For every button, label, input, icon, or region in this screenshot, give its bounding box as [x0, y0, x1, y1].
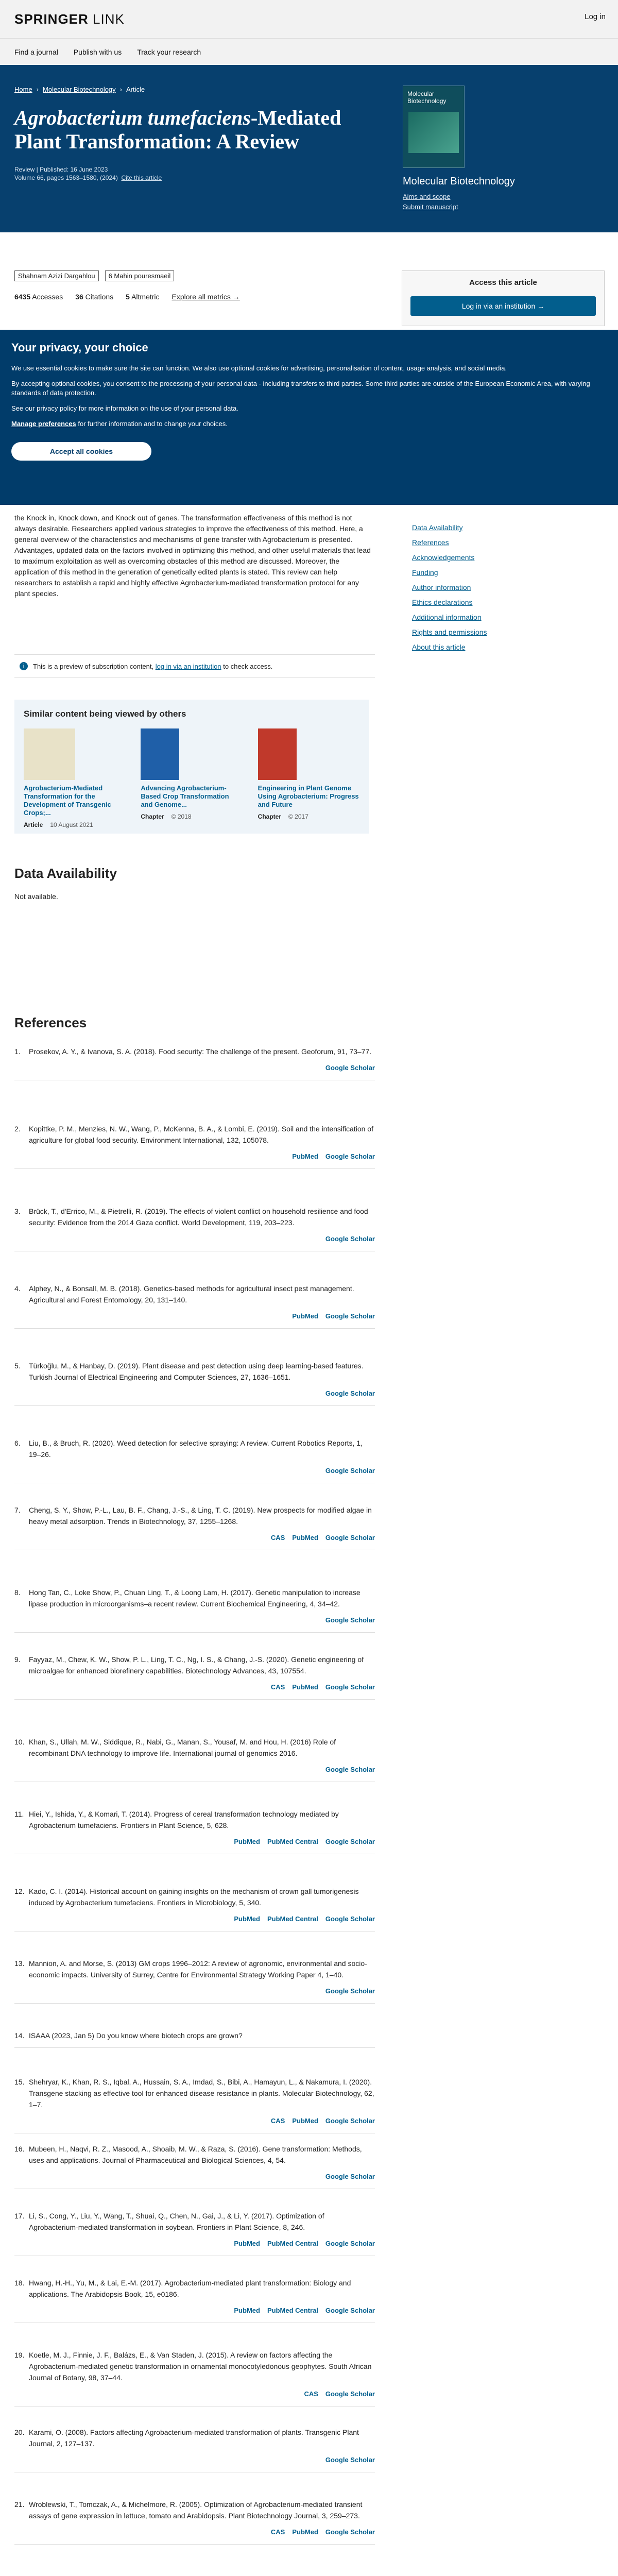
- reference-text: Khan, S., Ullah, M. W., Siddique, R., Nabi, G., Manan, S., Yousaf, M. and Hou, H. (2016) Role of recombinant DNA technology to improve life. International journal of genomics 2016.: [29, 1738, 336, 1757]
- reference-item: [14, 1587, 375, 1633]
- reference-link[interactable]: PubMed Central: [267, 1838, 318, 1845]
- reference-item: [14, 2349, 375, 2406]
- meta-line1: Review | Published: 16 June 2023: [14, 166, 108, 173]
- reference-link[interactable]: Google Scholar: [325, 2390, 375, 2398]
- reference-item: [14, 2427, 375, 2472]
- reference-item: [14, 2143, 375, 2189]
- card-thumbnail: [141, 728, 179, 780]
- reference-link[interactable]: Google Scholar: [325, 1467, 375, 1475]
- journal-links: [403, 192, 458, 212]
- metrics-bar: [14, 293, 240, 301]
- manage-preferences-link[interactable]: Manage preferences: [11, 420, 76, 428]
- reference-number: 17.: [14, 2212, 25, 2220]
- find-journal-link[interactable]: Find a journal: [14, 47, 58, 56]
- reference-text: Cheng, S. Y., Show, P.-L., Lau, B. F., Chang, J.-S., & Ling, T. C. (2019). New prospects for modified algae in heavy metal adsorption. Trends in Biotechnology, 37, 1255–1268.: [29, 1506, 372, 1526]
- data-availability-text: Not available.: [14, 892, 58, 901]
- reference-links: [14, 1986, 375, 1997]
- card-thumbnail: [258, 728, 297, 780]
- reference-links: [14, 1764, 375, 1775]
- reference-link[interactable]: Google Scholar: [325, 1987, 375, 1995]
- cover-image: [408, 112, 459, 153]
- reference-number: 13.: [14, 1959, 25, 1968]
- reference-item: [14, 2499, 375, 2545]
- nav-references[interactable]: References: [412, 538, 449, 547]
- reference-text: Mubeen, H., Naqvi, R. Z., Masood, A., Shoaib, M. W., & Raza, S. (2016). Gene transformation: Methods, uses and applications. Journal of Pharmaceutical and Biological Sciences, 4, 54.: [29, 2145, 362, 2164]
- reference-link[interactable]: Google Scholar: [325, 1838, 375, 1845]
- reference-link[interactable]: CAS: [304, 2390, 318, 2398]
- reference-link[interactable]: Google Scholar: [325, 1915, 375, 1923]
- reference-link[interactable]: Google Scholar: [325, 2117, 375, 2125]
- cookie-title: Your privacy, your choice: [11, 341, 148, 354]
- access-box: [402, 270, 605, 326]
- article-sections-nav: [412, 520, 487, 655]
- reference-item: [14, 2210, 375, 2256]
- reference-item: [14, 2277, 375, 2323]
- track-research-link[interactable]: Track your research: [137, 47, 201, 56]
- cookie-text-1: We use essential cookies to make sure the site can function. We also use optional cookies for advertising, personalisation of content, usage analysis, and social media.: [11, 364, 507, 372]
- reference-link[interactable]: CAS: [270, 2117, 285, 2125]
- reference-links: [14, 2388, 375, 2400]
- reference-number: 20.: [14, 2428, 25, 2436]
- top-bar: [0, 0, 618, 38]
- references-heading: References: [14, 1015, 87, 1030]
- reference-number: 21.: [14, 2500, 25, 2509]
- sub-nav: [0, 38, 618, 65]
- reference-text: Prosekov, A. Y., & Ivanova, S. A. (2018). Food security: The challenge of the present. Geoforum, 91, 73–77.: [29, 1047, 372, 1056]
- nav-funding[interactable]: Funding: [412, 568, 438, 577]
- reference-number: 4.: [14, 1284, 21, 1293]
- breadcrumb-home[interactable]: Home: [14, 86, 32, 93]
- reference-item: [14, 1206, 375, 1251]
- reference-text: Hiei, Y., Ishida, Y., & Komari, T. (2014). Progress of cereal transformation technology mediated by Agrobacterium tumefaciens. Frontiers in Plant Science, 5, 628.: [29, 1810, 339, 1829]
- reference-text: Fayyaz, M., Chew, K. W., Show, P. L., Ling, T. C., Ng, I. S., & Chang, J.-S. (2020). Genetic engineering of microalgae for enhanced biorefinery capabilities. Biotechnology Advances, 43, 107554.: [29, 1655, 364, 1675]
- reference-number: 9.: [14, 1655, 21, 1664]
- similar-card[interactable]: Engineering in Plant Genome Using Agrobacterium: Progress and Future Chapter © 2017: [258, 728, 359, 828]
- reference-text: Kopittke, P. M., Menzies, N. W., Wang, P., McKenna, B. A., & Lombi, E. (2019). Soil and the intensification of agriculture for global food security. Environment International, 132, 105078.: [29, 1125, 373, 1144]
- logo-right: LINK: [88, 11, 125, 27]
- reference-text: Hwang, H.-H., Yu, M., & Lai, E.-M. (2017). Agrobacterium-mediated plant transformation: Biology and applications. The Arabidopsis Book, 15, e0186.: [29, 2279, 351, 2298]
- reference-link[interactable]: CAS: [270, 1683, 285, 1691]
- accesses-metric: 6435 Accesses: [14, 293, 63, 301]
- cover-title: Molecular Biotechnology: [407, 90, 447, 105]
- reference-links: [14, 1233, 375, 1245]
- reference-number: 11.: [14, 1810, 24, 1818]
- article-header: [0, 65, 618, 232]
- reference-number: 10.: [14, 1738, 25, 1746]
- article-meta: [14, 165, 162, 182]
- reference-link[interactable]: CAS: [270, 1534, 285, 1541]
- reference-link[interactable]: Google Scholar: [325, 1683, 375, 1691]
- altmetric-metric: 5 Altmetric: [126, 293, 160, 301]
- reference-links: [14, 2527, 375, 2538]
- reference-number: 19.: [14, 2351, 25, 2359]
- reference-link[interactable]: PubMed Central: [267, 1915, 318, 1923]
- reference-link[interactable]: PubMed: [234, 1838, 260, 1845]
- reference-item: [14, 1437, 375, 1483]
- reference-link[interactable]: Google Scholar: [325, 1235, 375, 1243]
- reference-text: Brück, T., d'Errico, M., & Pietrelli, R. (2019). The effects of violent conflict on household resilience and food security: Evidence from the 2014 Gaza conflict. World Development, 119, 203–223.: [29, 1207, 368, 1227]
- reference-link[interactable]: Google Scholar: [325, 1064, 375, 1072]
- reference-item: [14, 1808, 375, 1854]
- reference-links: [14, 1311, 375, 1322]
- explore-metrics-link[interactable]: Explore all metrics →: [171, 293, 240, 301]
- reference-link[interactable]: Google Scholar: [325, 2307, 375, 2314]
- cite-link[interactable]: Cite this article: [121, 174, 162, 181]
- cookie-banner: [0, 330, 618, 505]
- logo-left: SPRINGER: [14, 11, 89, 27]
- reference-number: 14.: [14, 2031, 25, 2040]
- reference-link[interactable]: PubMed: [292, 1153, 318, 1160]
- manage-prefs-line: Manage preferences for further information and to change your choices.: [11, 420, 228, 428]
- reference-links: [14, 1836, 375, 1848]
- reference-number: 15.: [14, 2078, 25, 2086]
- reference-link[interactable]: PubMed Central: [267, 2307, 318, 2314]
- publish-link[interactable]: Publish with us: [73, 47, 122, 56]
- reference-text: ISAAA (2023, Jan 5) Do you know where biotech crops are grown?: [29, 2031, 243, 2040]
- reference-link[interactable]: Google Scholar: [325, 2528, 375, 2536]
- similar-card[interactable]: Advancing Agrobacterium-Based Crop Transformation and Genome... Chapter © 2018: [141, 728, 242, 828]
- reference-link[interactable]: Google Scholar: [325, 2173, 375, 2180]
- reference-links: [14, 1465, 375, 1477]
- data-availability-heading: Data Availability: [14, 866, 117, 881]
- reference-link[interactable]: PubMed: [292, 2528, 318, 2536]
- reference-links: [14, 1615, 375, 1626]
- author-2[interactable]: 6 Mahin pouresmaeil: [105, 270, 175, 281]
- reference-link[interactable]: Google Scholar: [325, 1389, 375, 1397]
- similar-content: [14, 700, 369, 834]
- reference-link[interactable]: Google Scholar: [325, 1534, 375, 1541]
- reference-links: [14, 2115, 375, 2127]
- reference-link[interactable]: PubMed Central: [267, 2240, 318, 2247]
- card-title[interactable]: Advancing Agrobacterium-Based Crop Transformation and Genome...: [141, 784, 229, 808]
- reference-links: [14, 1062, 375, 1074]
- title-rest: -Mediated Plant Transformation: A Review: [14, 106, 341, 153]
- journal-cover[interactable]: [403, 86, 465, 168]
- reference-text: Li, S., Cong, Y., Liu, Y., Wang, T., Shuai, Q., Chen, N., Gai, J., & Li, Y. (2017). Optimization of Agrobacterium-mediated transformation in soybean. Frontiers in Plant Science, 8, 246.: [29, 2212, 324, 2231]
- reference-links: [14, 1682, 375, 1693]
- reference-links: [14, 2305, 375, 2316]
- login-link[interactable]: Log in: [585, 12, 606, 21]
- reference-text: Karami, O. (2008). Factors affecting Agrobacterium-mediated transformation of plants. Transgenic Plant Journal, 2, 127–137.: [29, 2428, 359, 2448]
- reference-links: [14, 1913, 375, 1925]
- similar-heading: Similar content being viewed by others: [24, 709, 186, 719]
- springer-link-logo[interactable]: [14, 11, 125, 27]
- institution-login-button[interactable]: Log in via an institution →: [410, 296, 596, 316]
- author-list: [14, 270, 174, 281]
- cookie-text-3: See our privacy policy for more information on the use of your personal data.: [11, 404, 238, 412]
- reference-item: [14, 1654, 375, 1700]
- reference-text: Mannion, A. and Morse, S. (2013) GM crops 1996–2012: A review of agronomic, environmental and socio-economic impacts. University of Surrey, Centre for Environmental Strategy Working Paper 4, 1–40.: [29, 1959, 367, 1979]
- nav-about[interactable]: About this article: [412, 643, 466, 651]
- reference-link[interactable]: Google Scholar: [325, 2456, 375, 2464]
- reference-number: 2.: [14, 1125, 21, 1133]
- reference-link[interactable]: PubMed: [234, 2307, 260, 2314]
- reference-text: Wroblewski, T., Tomczak, A., & Michelmore, R. (2005). Optimization of Agrobacterium-mediated transient assays of gene expression in lettuce, tomato and Arabidopsis. Plant Biotechnology Journal, 3, 259–273.: [29, 2500, 363, 2520]
- aims-scope-link[interactable]: Aims and scope: [403, 193, 451, 200]
- meta-line2: Volume 66, pages 1563–1580, (2024): [14, 174, 118, 181]
- reference-link[interactable]: PubMed: [292, 1683, 318, 1691]
- reference-links: [14, 1151, 375, 1162]
- reference-item: [14, 2030, 375, 2048]
- similar-card[interactable]: Agrobacterium-Mediated Transformation for the Development of Transgenic Crops;... Article 10 August 2021: [24, 728, 125, 828]
- reference-link[interactable]: PubMed: [234, 1915, 260, 1923]
- reference-links: [14, 2238, 375, 2249]
- card-title[interactable]: Engineering in Plant Genome Using Agrobacterium: Progress and Future: [258, 784, 359, 808]
- citations-metric: 36 Citations: [75, 293, 114, 301]
- reference-text: Hong Tan, C., Loke Show, P., Chuan Ling, T., & Loong Lam, H. (2017). Genetic manipulation to increase lipase production in microorganisms–a recent review. Current Biochemical Engineering, 4, 34–42.: [29, 1588, 360, 1608]
- reference-item: [14, 1283, 375, 1329]
- journal-name[interactable]: Molecular Biotechnology: [403, 176, 515, 187]
- reference-link[interactable]: Google Scholar: [325, 1312, 375, 1320]
- reference-number: 16.: [14, 2145, 25, 2153]
- cookie-text-2: By accepting optional cookies, you consent to the processing of your personal data - including transfers to third parties. Some third parties are outside of the European Economic Area, with varying standards of data protection.: [11, 380, 590, 397]
- reference-link[interactable]: Google Scholar: [325, 2240, 375, 2247]
- reference-item: [14, 2076, 375, 2133]
- breadcrumb: Home › Molecular Biotechnology › Article: [14, 86, 145, 93]
- reference-text: Türkoğlu, M., & Hanbay, D. (2019). Plant disease and pest detection using deep learning-based features. Turkish Journal of Electrical Engineering and Computer Sciences, 27, 1636–1651.: [29, 1362, 364, 1381]
- reference-number: 1.: [14, 1047, 21, 1056]
- breadcrumb-journal[interactable]: Molecular Biotechnology: [43, 86, 116, 93]
- reference-item: [14, 1360, 375, 1406]
- reference-link[interactable]: PubMed: [292, 2117, 318, 2125]
- reference-link[interactable]: Google Scholar: [325, 1153, 375, 1160]
- reference-number: 12.: [14, 1887, 25, 1895]
- reference-item: [14, 1736, 375, 1782]
- reference-text: Kado, C. I. (2014). Historical account on gaining insights on the mechanism of crown gall tumorigenesis induced by Agrobacterium tumefaciens. Frontiers in Microbiology, 5, 340.: [29, 1887, 359, 1907]
- reference-text: Alphey, N., & Bonsall, M. B. (2018). Genetics-based methods for agricultural insect pest management. Agricultural and Forest Entomology, 20, 131–140.: [29, 1284, 354, 1304]
- reference-text: Shehryar, K., Khan, R. S., Iqbal, A., Hussain, S. A., Imdad, S., Bibi, A., Hamayun, L., & Nakamura, I. (2020). Transgene stacking as effective tool for enhanced disease resistance in plants. Molecular Biotechnology, 62, 1–7.: [29, 2078, 374, 2109]
- card-thumbnail: [24, 728, 75, 780]
- submit-manuscript-link[interactable]: Submit manuscript: [403, 203, 458, 211]
- breadcrumb-article: Article: [126, 86, 145, 93]
- reference-link[interactable]: Google Scholar: [325, 1766, 375, 1773]
- reference-number: 8.: [14, 1588, 21, 1597]
- author-1[interactable]: Shahnam Azizi Dargahlou: [14, 270, 99, 281]
- reference-item: [14, 1886, 375, 1931]
- reference-item: [14, 1046, 375, 1080]
- reference-links: [14, 1532, 375, 1544]
- reference-text: Koetle, M. J., Finnie, J. F., Balázs, E., & Van Staden, J. (2015). A review on factors affecting the Agrobacterium-mediated genetic transformation in ornamental monocotyledonous geophytes. South African Journal of Botany, 98, 37–44.: [29, 2351, 372, 2382]
- reference-number: 3.: [14, 1207, 21, 1215]
- nav-data-availability[interactable]: Data Availability: [412, 523, 463, 532]
- preview-notice: i This is a preview of subscription content, log in via an institution to check access.: [14, 654, 375, 678]
- reference-link[interactable]: CAS: [270, 2528, 285, 2536]
- reference-links: [14, 1388, 375, 1399]
- reference-link[interactable]: PubMed: [292, 1534, 318, 1541]
- nav-rights[interactable]: Rights and permissions: [412, 628, 487, 636]
- reference-number: 18.: [14, 2279, 25, 2287]
- access-heading: Access this article: [469, 278, 537, 287]
- reference-link[interactable]: Google Scholar: [325, 1616, 375, 1624]
- reference-links: [14, 2171, 375, 2182]
- card-title[interactable]: Agrobacterium-Mediated Transformation for the Development of Transgenic Crops;...: [24, 784, 111, 817]
- reference-item: [14, 1123, 375, 1169]
- info-icon: i: [20, 662, 28, 670]
- nav-ethics[interactable]: Ethics declarations: [412, 598, 473, 606]
- title-italic: Agrobacterium tumefaciens: [14, 106, 251, 129]
- reference-item: [14, 1958, 375, 2004]
- reference-link[interactable]: PubMed: [292, 1312, 318, 1320]
- nav-author-info[interactable]: Author information: [412, 583, 471, 591]
- reference-link[interactable]: PubMed: [234, 2240, 260, 2247]
- preview-login-link[interactable]: log in via an institution: [155, 662, 221, 670]
- accept-cookies-button[interactable]: Accept all cookies: [11, 442, 151, 461]
- reference-text: Liu, B., & Bruch, R. (2020). Weed detection for selective spraying: A review. Current Robotics Reports, 1, 19–26.: [29, 1439, 363, 1459]
- article-title: [14, 106, 375, 154]
- nav-acknowledgements[interactable]: Acknowledgements: [412, 553, 475, 562]
- reference-item: [14, 1504, 375, 1550]
- abstract-text: the Knock in, Knock down, and Knock out of genes. The transformation effectiveness of this method is not always desirable. Researchers applied various strategies to improve the effectiveness of this method. Here, a general overview of the characteristics and mechanisms of gene transfer with Agrobacterium is presented. Advantages, updated data on the factors involved in optimizing this method, and other useful materials that lead to maximum exploitation as well as overcoming obstacles of this method are discussed. Moreover, the application of this method in the generation of genetically edited plants is stated. This review can help researchers to establish a rapid and highly effective Agrobacterium-mediated transformation protocol for any plant species.: [14, 514, 371, 598]
- reference-number: 6.: [14, 1439, 21, 1447]
- nav-additional-info[interactable]: Additional information: [412, 613, 482, 621]
- reference-links: [14, 2454, 375, 2466]
- reference-number: 5.: [14, 1362, 21, 1370]
- reference-number: 7.: [14, 1506, 21, 1514]
